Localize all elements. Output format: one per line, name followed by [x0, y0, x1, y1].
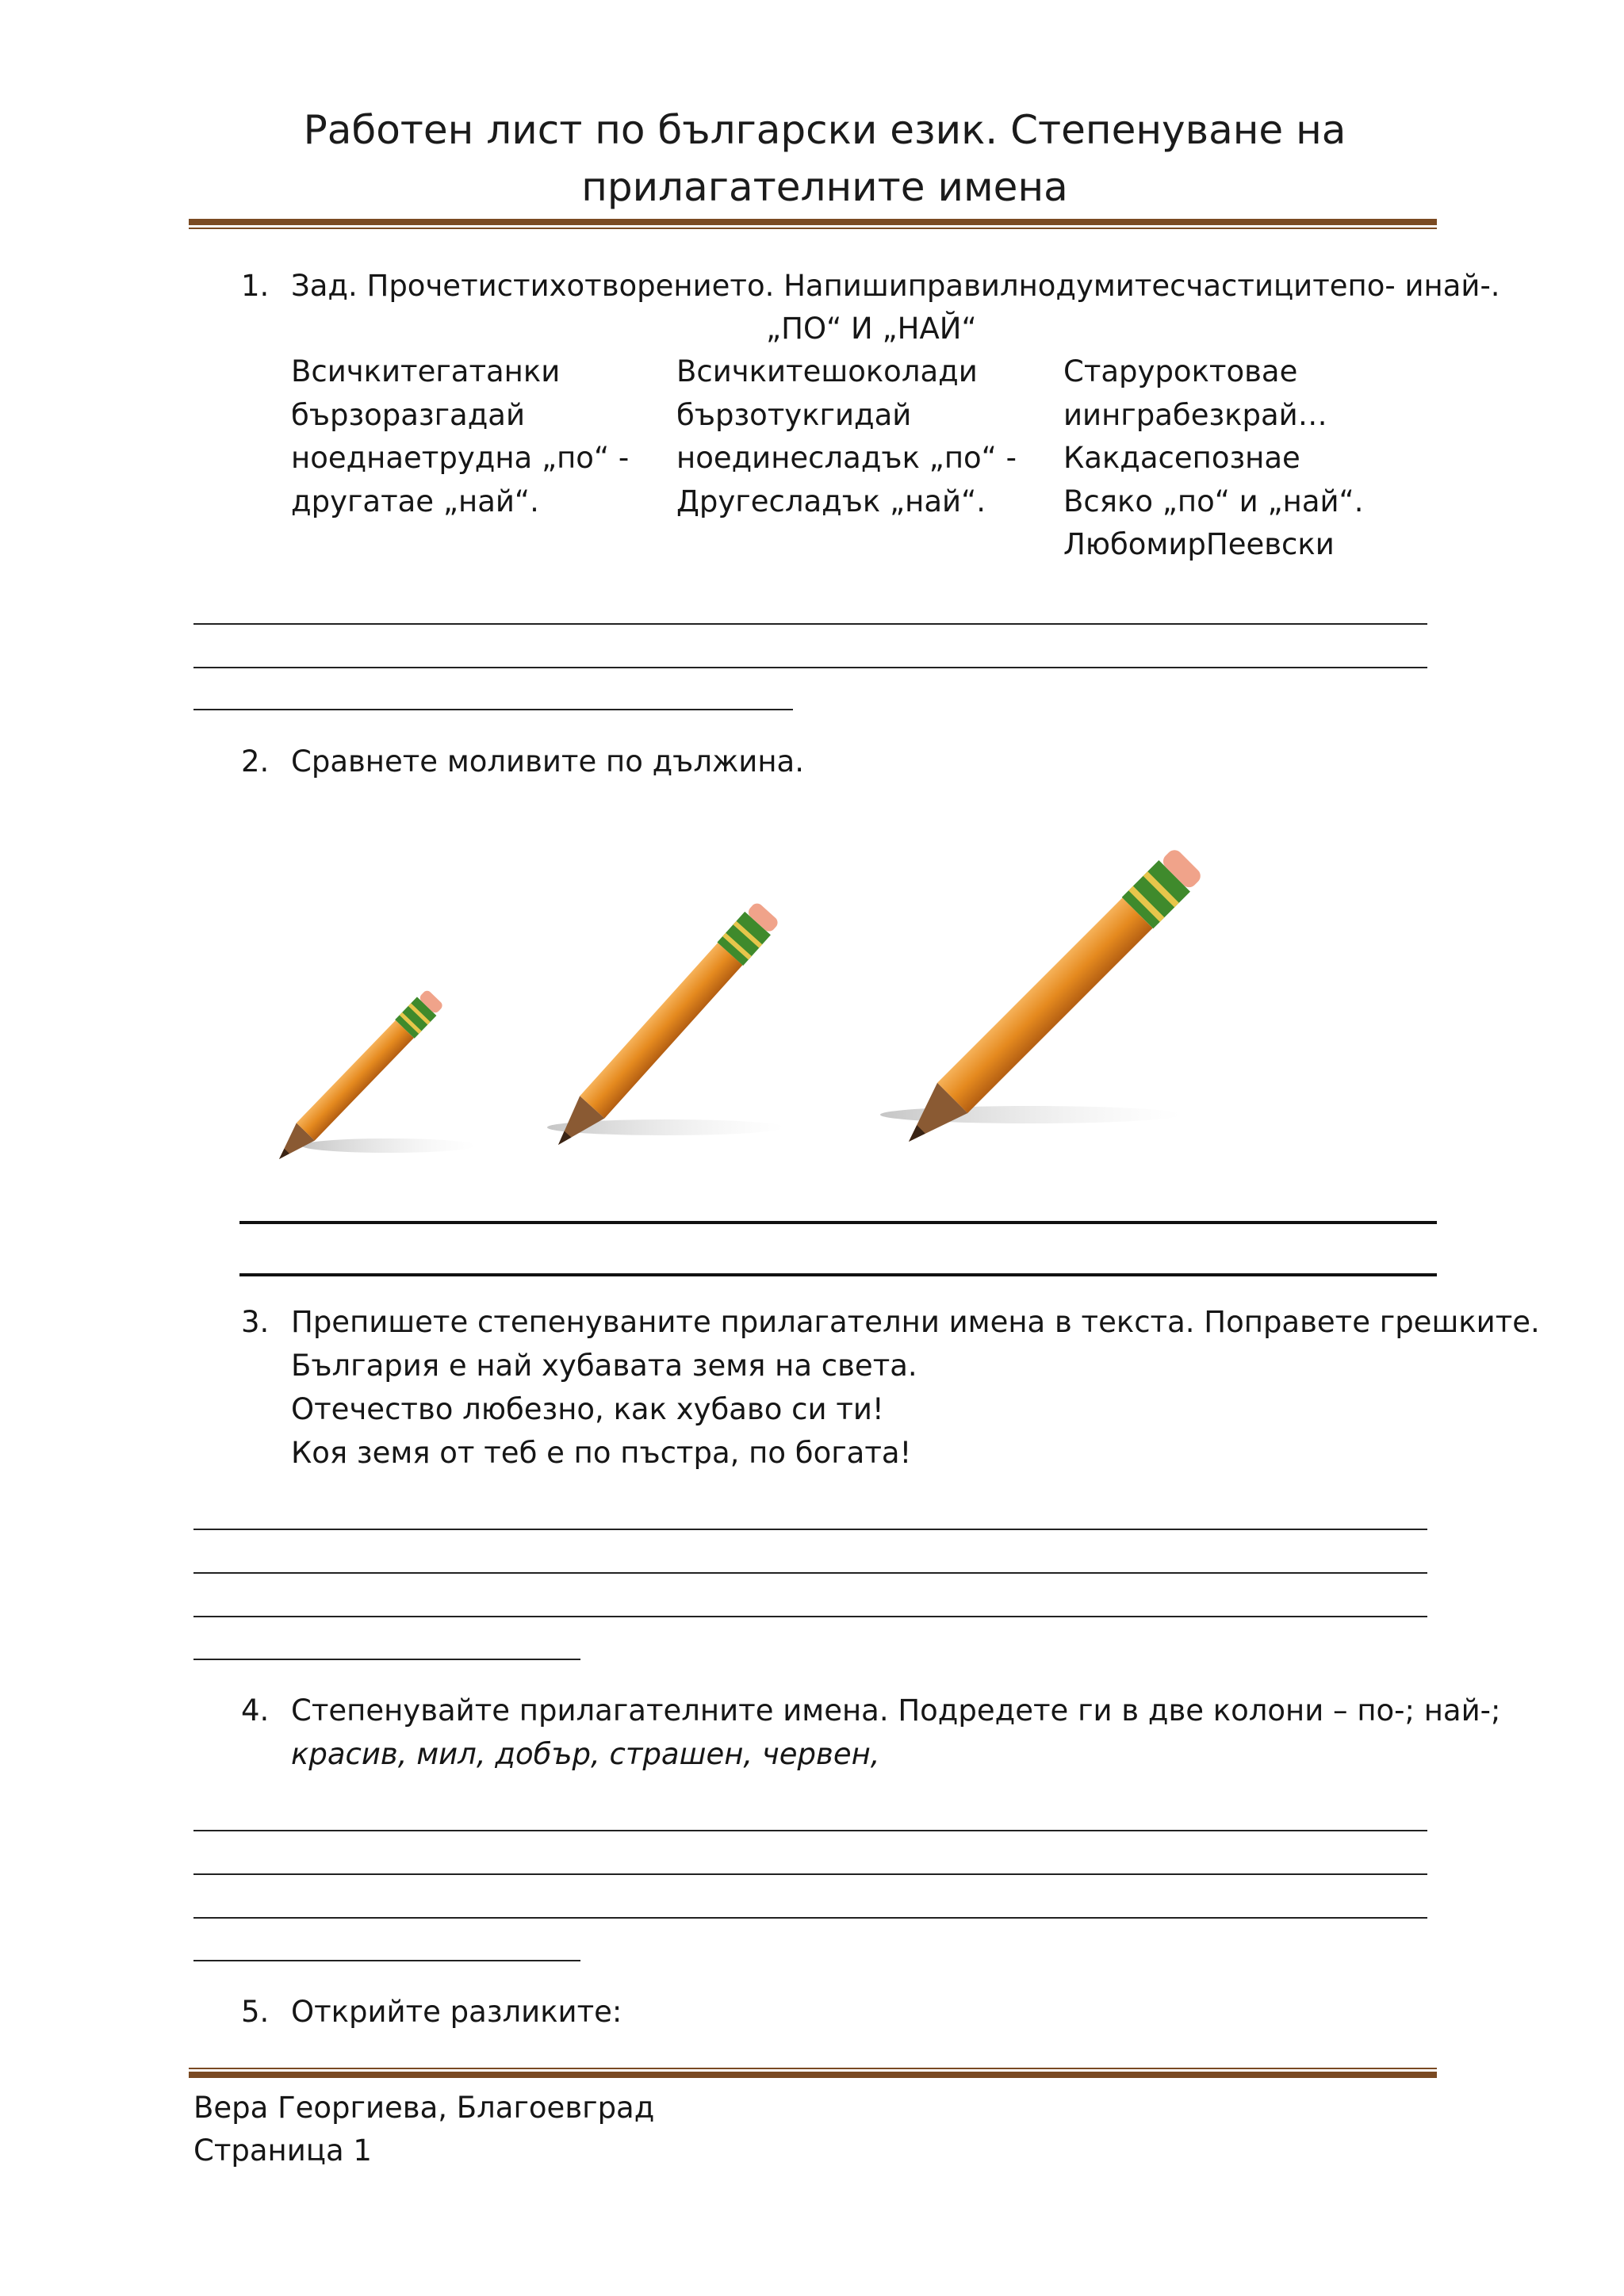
poem-line: Старуроктовае [1063, 354, 1298, 388]
poem-line: Другесладък „най“. [676, 484, 986, 519]
page-title-line-1: Работен лист по български език. Степенуване на [303, 107, 1346, 153]
answer-line[interactable] [193, 667, 1427, 668]
poem-line: Всяко „по“ и „най“. [1063, 484, 1364, 519]
poem-line: бързотукгидай [676, 397, 912, 432]
poem-line: ноеднаетрудна „по“ - [291, 441, 630, 475]
task-4-number: 4. [241, 1693, 270, 1728]
task-4-instruction: Степенувайте прилагателните имена. Подредете ги в две колони – по-; най-; [291, 1693, 1501, 1728]
task-3-text-line: Отечество любезно, как хубаво си ти! [291, 1392, 884, 1426]
answer-line[interactable] [193, 1917, 1427, 1919]
task-1-instruction: Зад. Прочетистихотворението. Напишиправилнодумитесчастицитепо- инай-. [291, 269, 1500, 303]
answer-line[interactable] [193, 1529, 1427, 1530]
poem-line: Всичкитешоколади [676, 354, 978, 388]
answer-line[interactable] [193, 1572, 1427, 1574]
long-pencil [880, 846, 1205, 1158]
footer-divider [189, 2068, 1437, 2078]
footer-author: Вера Георгиева, Благоевград [193, 2091, 655, 2125]
task-3-text-line: Коя земя от теб е по пъстра, по богата! [291, 1436, 912, 1470]
poem-column-1 [291, 350, 629, 523]
task-2-number: 2. [241, 744, 270, 779]
poem-column-2 [676, 350, 1017, 523]
task-1-number: 1. [241, 269, 270, 303]
answer-line[interactable] [193, 1616, 1427, 1617]
answer-line[interactable] [239, 1221, 1437, 1224]
task-2-instruction: Сравнете моливите по дължина. [291, 744, 804, 779]
answer-line[interactable] [193, 709, 793, 710]
poem-line: бързоразгадай [291, 397, 526, 432]
task-5-instruction: Открийте разликите: [291, 1995, 622, 2029]
poem-author: ЛюбомирПеевски [1063, 527, 1335, 561]
poem-line: Всичкитегатанки [291, 354, 561, 388]
task-3-text-line: България е най хубавата земя на света. [291, 1349, 917, 1383]
answer-line[interactable] [193, 1873, 1427, 1875]
header-divider [189, 219, 1437, 229]
answer-line[interactable] [193, 1960, 580, 1961]
task-3-number: 3. [241, 1305, 270, 1339]
poem-line: ноединесладък „по“ - [676, 441, 1017, 475]
task-3-instruction: Препишете степенуваните прилагателни имена в текста. Поправете грешките. [291, 1305, 1540, 1339]
poem-line: другатае „най“. [291, 484, 539, 519]
task-5-number: 5. [241, 1995, 270, 2029]
short-pencil [270, 988, 476, 1169]
poem-title: „ПО“ И „НАЙ“ [766, 312, 977, 346]
answer-line[interactable] [193, 1830, 1427, 1831]
page-title-line-2: прилагателните имена [581, 164, 1068, 210]
answer-line[interactable] [239, 1273, 1437, 1276]
answer-line[interactable] [193, 623, 1427, 625]
poem-line: иинграбезкрай… [1063, 397, 1327, 432]
medium-pencil [546, 900, 785, 1157]
poem-column-3 [1063, 350, 1363, 567]
pencils-illustration [238, 840, 1427, 1189]
answer-line[interactable] [193, 1659, 580, 1660]
task-4-words: красив, мил, добър, страшен, червен, [291, 1737, 880, 1771]
poem-line: Какдасепознае [1063, 441, 1300, 475]
footer-page-number: Страница 1 [193, 2133, 372, 2168]
